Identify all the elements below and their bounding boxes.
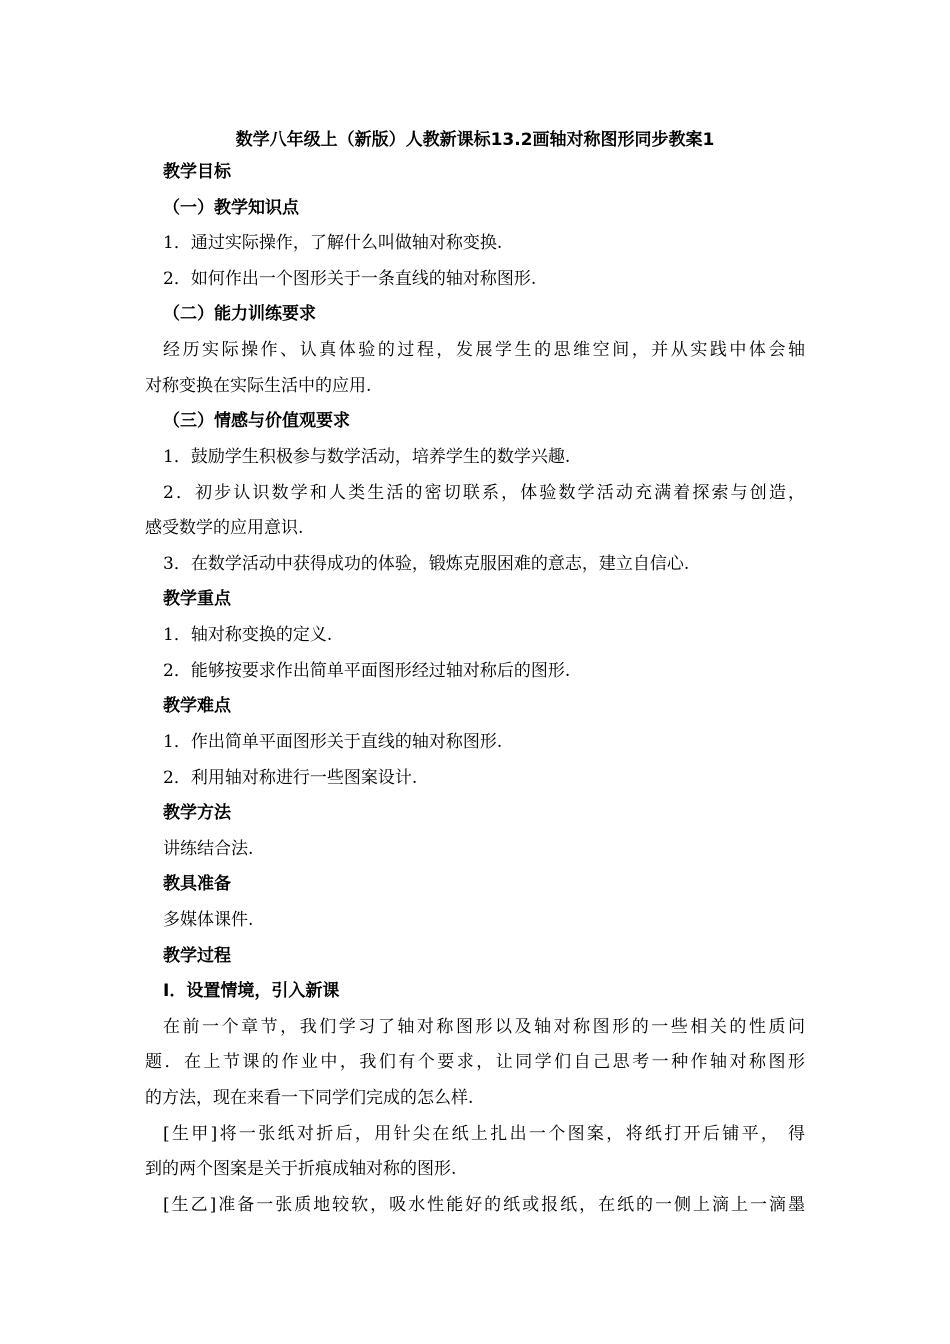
paragraph-line: 1．通过实际操作，了解什么叫做轴对称变换. bbox=[163, 233, 503, 253]
paragraph-line: [生乙]准备一张质地较软，吸水性能好的纸或报纸，在纸的一侧上滴上一滴墨 bbox=[163, 1195, 805, 1215]
heading-key-points: 教学重点 bbox=[163, 589, 231, 609]
subheading-ability: （二）能力训练要求 bbox=[163, 304, 316, 324]
paragraph-line: 3．在数学活动中获得成功的体验，锻炼克服困难的意志，建立自信心. bbox=[163, 554, 690, 574]
paragraph-line: 多媒体课件. bbox=[163, 910, 254, 930]
document-title: 数学八年级上（新版）人教新课标13.2画轴对称图形同步教案1 bbox=[235, 130, 715, 150]
paragraph-line: 1．鼓励学生积极参与数学活动，培养学生的数学兴趣. bbox=[163, 447, 571, 467]
paragraph-line: 2．能够按要求作出简单平面图形经过轴对称后的图形. bbox=[163, 661, 571, 681]
heading-teaching-aids: 教具准备 bbox=[163, 874, 231, 894]
paragraph-line: 2．如何作出一个图形关于一条直线的轴对称图形. bbox=[163, 269, 537, 289]
subheading-knowledge: （一）教学知识点 bbox=[163, 198, 299, 218]
heading-difficulties: 教学难点 bbox=[163, 696, 231, 716]
paragraph-line: 经历实际操作、认真体验的过程，发展学生的思维空间，并从实践中体会轴 bbox=[163, 340, 805, 360]
subheading-emotion-values: （三）情感与价值观要求 bbox=[163, 411, 350, 431]
paragraph-line: 2．利用轴对称进行一些图案设计. bbox=[163, 768, 418, 788]
paragraph-line: 2．初步认识数学和人类生活的密切联系，体验数学活动充满着探索与创造， bbox=[163, 483, 805, 503]
heading-method: 教学方法 bbox=[163, 803, 231, 823]
paragraph-line: 1．轴对称变换的定义. bbox=[163, 625, 333, 645]
heading-teaching-goals: 教学目标 bbox=[163, 162, 231, 182]
paragraph-line: 对称变换在实际生活中的应用. bbox=[145, 376, 372, 396]
paragraph-line: 感受数学的应用意识. bbox=[145, 518, 304, 538]
heading-process: 教学过程 bbox=[163, 946, 231, 966]
paragraph-line: 在前一个章节，我们学习了轴对称图形以及轴对称图形的一些相关的性质问 bbox=[163, 1017, 805, 1037]
paragraph-line: 到的两个图案是关于折痕成轴对称的图形. bbox=[145, 1159, 457, 1179]
subheading-section-1: Ⅰ．设置情境，引入新课 bbox=[163, 981, 340, 1001]
paragraph-line: 题．在上节课的作业中，我们有个要求，让同学们自己思考一种作轴对称图形 bbox=[145, 1052, 805, 1072]
paragraph-line: [生甲]将一张纸对折后，用针尖在纸上扎出一个图案，将纸打开后铺平， 得 bbox=[163, 1124, 805, 1144]
paragraph-line: 1．作出简单平面图形关于直线的轴对称图形. bbox=[163, 732, 503, 752]
paragraph-line: 的方法，现在来看一下同学们完成的怎么样. bbox=[145, 1088, 474, 1108]
paragraph-line: 讲练结合法. bbox=[163, 839, 254, 859]
